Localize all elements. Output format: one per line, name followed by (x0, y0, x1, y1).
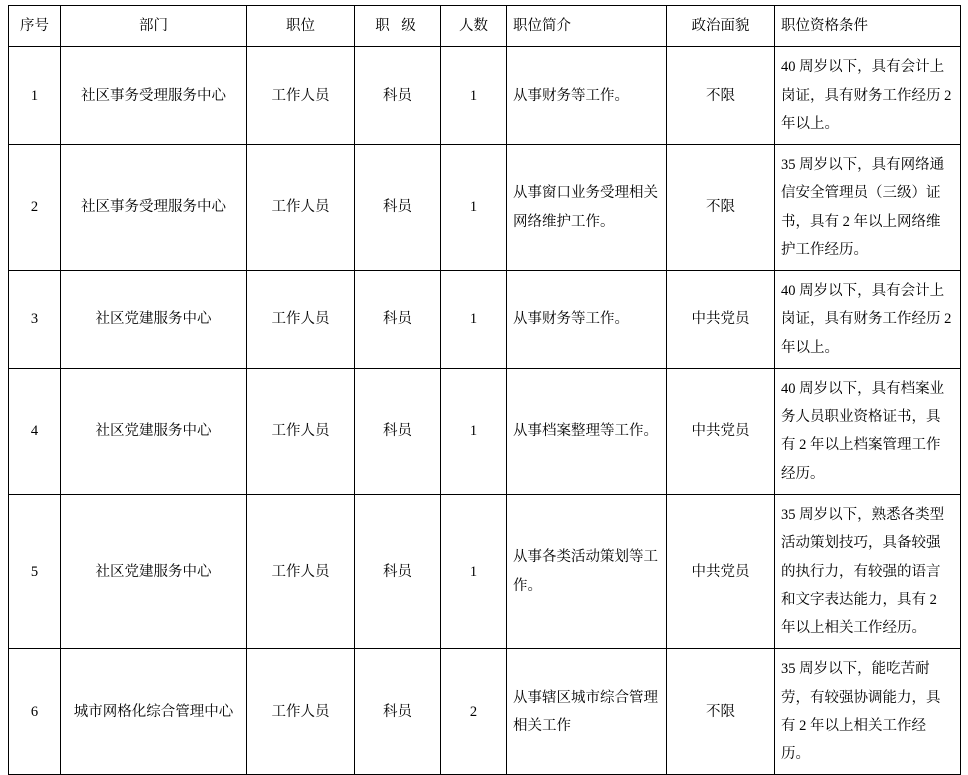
cell-level: 科员 (355, 47, 441, 145)
cell-level: 科员 (355, 145, 441, 271)
cell-department: 社区事务受理服务中心 (61, 145, 247, 271)
cell-no: 6 (9, 649, 61, 775)
table-row (9, 494, 961, 648)
cell-political-status: 中共党员 (667, 271, 775, 369)
column-header-department: 部门 (61, 6, 247, 47)
table-row (9, 47, 961, 145)
cell-political-status: 中共党员 (667, 494, 775, 648)
cell-count: 1 (441, 47, 507, 145)
cell-no: 3 (9, 271, 61, 369)
cell-political-status: 不限 (667, 145, 775, 271)
table-header-row (9, 6, 961, 47)
cell-level: 科员 (355, 649, 441, 775)
cell-level: 科员 (355, 271, 441, 369)
cell-count: 1 (441, 368, 507, 494)
cell-political-status: 中共党员 (667, 368, 775, 494)
cell-department: 社区党建服务中心 (61, 494, 247, 648)
column-header-no: 序号 (9, 6, 61, 47)
cell-department: 城市网格化综合管理中心 (61, 649, 247, 775)
cell-description: 从事档案整理等工作。 (507, 368, 667, 494)
cell-no: 1 (9, 47, 61, 145)
table-row (9, 145, 961, 271)
cell-count: 1 (441, 145, 507, 271)
cell-description: 从事各类活动策划等工作。 (507, 494, 667, 648)
cell-position: 工作人员 (247, 271, 355, 369)
cell-requirements: 35 周岁以下，能吃苦耐劳，有较强协调能力，具有 2 年以上相关工作经历。 (775, 649, 961, 775)
cell-political-status: 不限 (667, 47, 775, 145)
cell-requirements: 35 周岁以下，具有网络通信安全管理员（三级）证书，具有 2 年以上网络维护工作经历。 (775, 145, 961, 271)
job-positions-table (8, 5, 961, 775)
column-header-position: 职位 (247, 6, 355, 47)
cell-description: 从事辖区城市综合管理相关工作 (507, 649, 667, 775)
column-header-political-status: 政治面貌 (667, 6, 775, 47)
table-row (9, 368, 961, 494)
cell-level: 科员 (355, 368, 441, 494)
cell-requirements: 35 周岁以下，熟悉各类型活动策划技巧，具备较强的执行力，有较强的语言和文字表达能力，具有 2 年以上相关工作经历。 (775, 494, 961, 648)
cell-department: 社区党建服务中心 (61, 368, 247, 494)
cell-requirements: 40 周岁以下，具有档案业务人员职业资格证书，具有 2 年以上档案管理工作经历。 (775, 368, 961, 494)
cell-no: 2 (9, 145, 61, 271)
cell-position: 工作人员 (247, 368, 355, 494)
cell-requirements: 40 周岁以下，具有会计上岗证，具有财务工作经历 2 年以上。 (775, 47, 961, 145)
cell-description: 从事窗口业务受理相关网络维护工作。 (507, 145, 667, 271)
cell-position: 工作人员 (247, 145, 355, 271)
cell-department: 社区党建服务中心 (61, 271, 247, 369)
table-header (9, 6, 961, 47)
cell-position: 工作人员 (247, 649, 355, 775)
cell-department: 社区事务受理服务中心 (61, 47, 247, 145)
column-header-level: 职 级 (355, 6, 441, 47)
cell-count: 1 (441, 271, 507, 369)
cell-position: 工作人员 (247, 47, 355, 145)
column-header-requirements: 职位资格条件 (775, 6, 961, 47)
column-header-count: 人数 (441, 6, 507, 47)
cell-political-status: 不限 (667, 649, 775, 775)
table-body (9, 47, 961, 775)
cell-no: 4 (9, 368, 61, 494)
cell-count: 2 (441, 649, 507, 775)
cell-position: 工作人员 (247, 494, 355, 648)
cell-description: 从事财务等工作。 (507, 47, 667, 145)
cell-level: 科员 (355, 494, 441, 648)
table-row (9, 649, 961, 775)
table-row (9, 271, 961, 369)
cell-description: 从事财务等工作。 (507, 271, 667, 369)
cell-count: 1 (441, 494, 507, 648)
column-header-description: 职位简介 (507, 6, 667, 47)
cell-requirements: 40 周岁以下，具有会计上岗证，具有财务工作经历 2 年以上。 (775, 271, 961, 369)
cell-no: 5 (9, 494, 61, 648)
